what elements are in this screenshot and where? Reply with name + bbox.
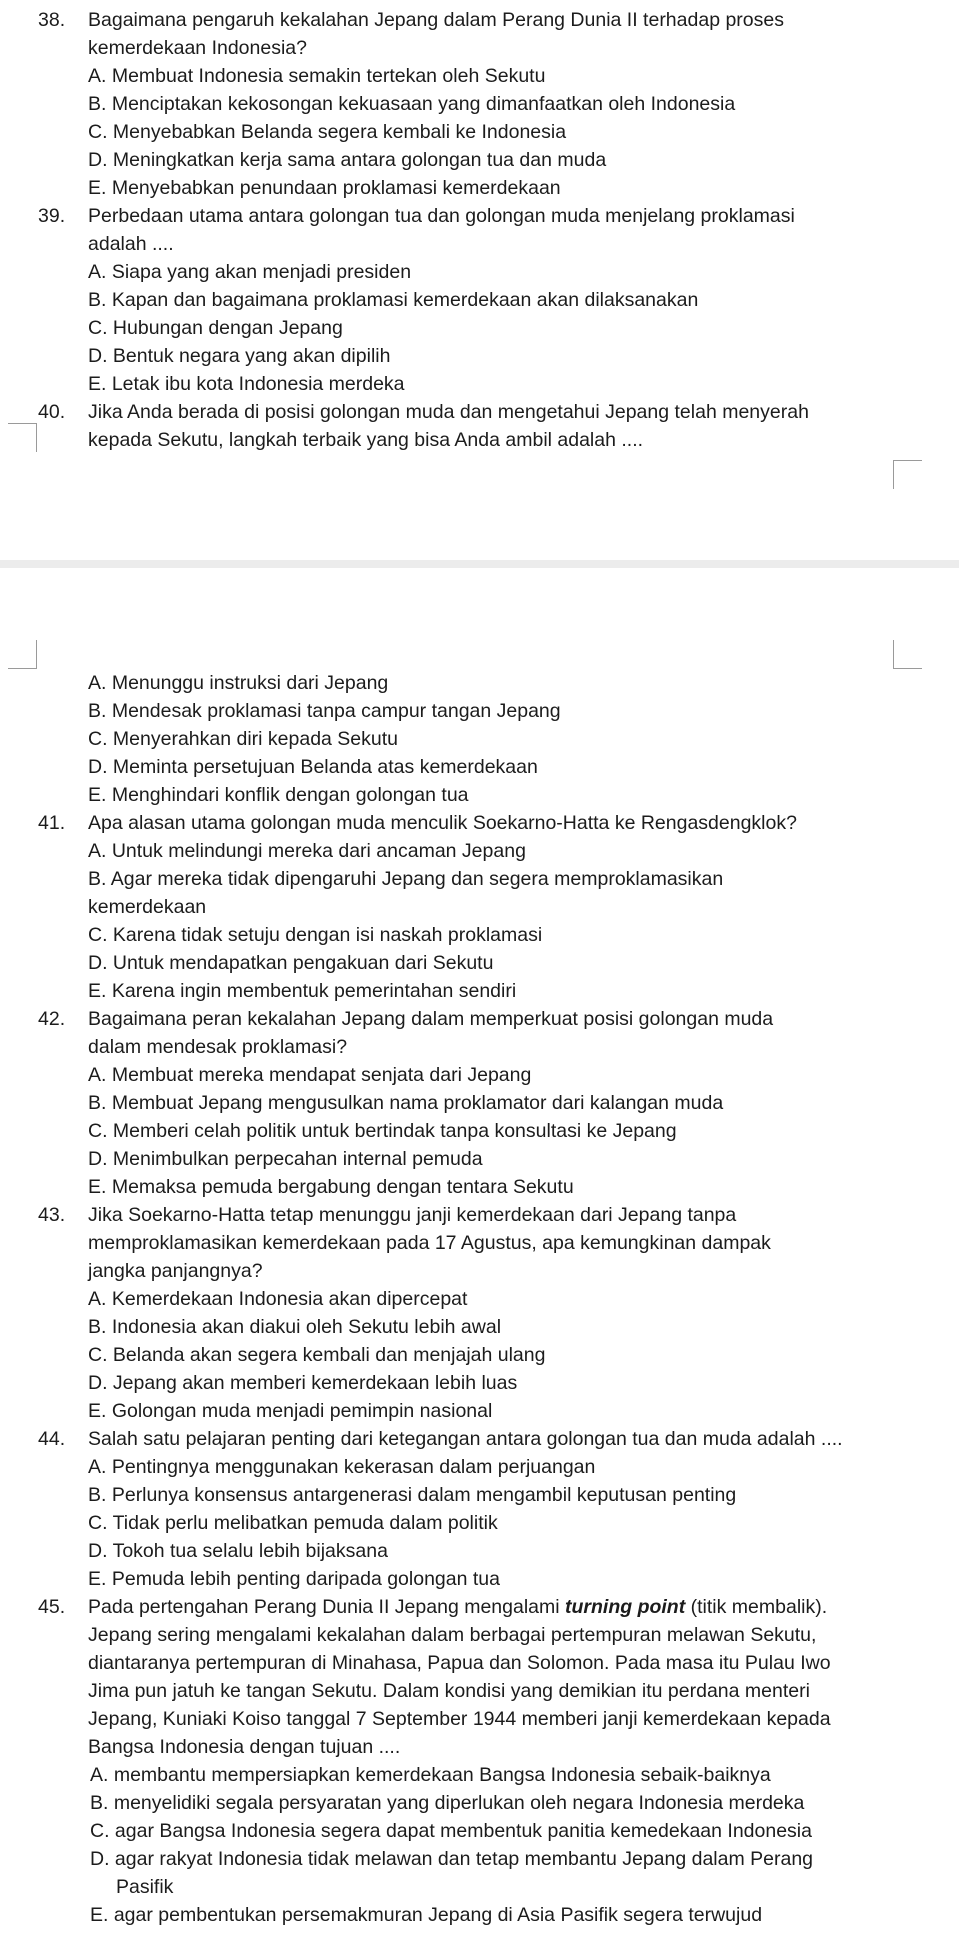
question-39-option-c: C. Hubungan dengan Jepang	[88, 317, 343, 339]
question-42-stem: dalam mendesak proklamasi?	[88, 1036, 348, 1058]
scan-frame-corner-bottom-right	[893, 640, 922, 669]
question-43-stem: memproklamasikan kemerdekaan pada 17 Agustus, apa kemungkinan dampak	[88, 1232, 771, 1254]
question-39-stem: Perbedaan utama antara golongan tua dan golongan muda menjelang proklamasi	[88, 205, 795, 227]
question-45-stem-post: (titik membalik).	[685, 1596, 828, 1618]
question-43-option-b: B. Indonesia akan diakui oleh Sekutu lebih awal	[88, 1316, 502, 1338]
question-42-stem: Bagaimana peran kekalahan Jepang dalam memperkuat posisi golongan muda	[88, 1008, 774, 1030]
question-38-option-d: D. Meningkatkan kerja sama antara golongan tua dan muda	[88, 149, 607, 171]
question-39-option-e: E. Letak ibu kota Indonesia merdeka	[88, 373, 405, 395]
question-41-option-c: C. Karena tidak setuju dengan isi naskah proklamasi	[88, 924, 543, 946]
question-39-option-b: B. Kapan dan bagaimana proklamasi kemerdekaan akan dilaksanakan	[88, 289, 699, 311]
question-42-option-b: B. Membuat Jepang mengusulkan nama proklamator dari kalangan muda	[88, 1092, 724, 1114]
question-45-stem: Jima pun jatuh ke tangan Sekutu. Dalam kondisi yang demikian itu perdana menteri	[88, 1680, 810, 1702]
question-45-stem: Jepang sering mengalami kekalahan dalam berbagai pertempuran melawan Sekutu,	[88, 1624, 817, 1646]
question-43-number: 43.	[38, 1204, 66, 1226]
question-42-option-a: A. Membuat mereka mendapat senjata dari Jepang	[88, 1064, 532, 1086]
question-41-option-b-continued: kemerdekaan	[88, 896, 207, 918]
question-45-stem: Bangsa Indonesia dengan tujuan ....	[88, 1736, 401, 1758]
question-45-option-a: A. membantu mempersiapkan kemerdekaan Bangsa Indonesia sebaik-baiknya	[90, 1764, 771, 1786]
question-45-stem: diantaranya pertempuran di Minahasa, Papua dan Solomon. Pada masa itu Pulau Iwo	[88, 1652, 831, 1674]
question-43-stem: jangka panjangnya?	[88, 1260, 263, 1282]
question-43-option-e: E. Golongan muda menjadi pemimpin nasional	[88, 1400, 493, 1422]
question-44-option-b: B. Perlunya konsensus antargenerasi dalam mengambil keputusan penting	[88, 1484, 737, 1506]
question-43-option-d: D. Jepang akan memberi kemerdekaan lebih luas	[88, 1372, 518, 1394]
question-41-stem: Apa alasan utama golongan muda menculik Soekarno-Hatta ke Rengasdengklok?	[88, 812, 797, 834]
question-41-number: 41.	[38, 812, 66, 834]
question-44-option-a: A. Pentingnya menggunakan kekerasan dalam perjuangan	[88, 1456, 596, 1478]
question-44-stem: Salah satu pelajaran penting dari ketegangan antara golongan tua dan muda adalah ....	[88, 1428, 843, 1450]
scan-frame-corner-top-right	[893, 460, 922, 489]
question-40-option-e: E. Menghindari konflik dengan golongan tua	[88, 784, 469, 806]
question-40-stem: kepada Sekutu, langkah terbaik yang bisa Anda ambil adalah ....	[88, 429, 644, 451]
question-42-option-c: C. Memberi celah politik untuk bertindak tanpa konsultasi ke Jepang	[88, 1120, 677, 1142]
question-40-option-d: D. Meminta persetujuan Belanda atas kemerdekaan	[88, 756, 538, 778]
scan-frame-corner-bottom-left	[8, 640, 37, 669]
question-40-option-a: A. Menunggu instruksi dari Jepang	[88, 672, 389, 694]
question-40-option-b: B. Mendesak proklamasi tanpa campur tangan Jepang	[88, 700, 561, 722]
page-separator	[0, 560, 959, 568]
scan-frame-corner-top-left	[8, 423, 37, 452]
question-38-number: 38.	[38, 9, 66, 31]
question-38-stem: kemerdekaan Indonesia?	[88, 37, 307, 59]
question-40-stem: Jika Anda berada di posisi golongan muda dan mengetahui Jepang telah menyerah	[88, 401, 809, 423]
question-44-option-e: E. Pemuda lebih penting daripada golongan tua	[88, 1568, 500, 1590]
question-44-number: 44.	[38, 1428, 66, 1450]
question-38-option-e: E. Menyebabkan penundaan proklamasi kemerdekaan	[88, 177, 561, 199]
question-43-option-a: A. Kemerdekaan Indonesia akan dipercepat	[88, 1288, 468, 1310]
question-39-option-a: A. Siapa yang akan menjadi presiden	[88, 261, 412, 283]
question-45-option-c: C. agar Bangsa Indonesia segera dapat membentuk panitia kemedekaan Indonesia	[90, 1820, 812, 1842]
question-40-option-c: C. Menyerahkan diri kepada Sekutu	[88, 728, 399, 750]
question-39-number: 39.	[38, 205, 66, 227]
question-45-stem-first-line	[88, 1595, 827, 1619]
question-44-option-c: C. Tidak perlu melibatkan pemuda dalam politik	[88, 1512, 498, 1534]
question-38-option-c: C. Menyebabkan Belanda segera kembali ke Indonesia	[88, 121, 567, 143]
question-42-number: 42.	[38, 1008, 66, 1030]
question-38-option-b: B. Menciptakan kekosongan kekuasaan yang dimanfaatkan oleh Indonesia	[88, 93, 736, 115]
question-41-option-a: A. Untuk melindungi mereka dari ancaman Jepang	[88, 840, 526, 862]
question-42-option-e: E. Memaksa pemuda bergabung dengan tentara Sekutu	[88, 1176, 574, 1198]
question-45-option-e: E. agar pembentukan persemakmuran Jepang di Asia Pasifik segera terwujud	[90, 1904, 763, 1926]
question-38-option-a: A. Membuat Indonesia semakin tertekan oleh Sekutu	[88, 65, 546, 87]
question-43-option-c: C. Belanda akan segera kembali dan menjajah ulang	[88, 1344, 546, 1366]
question-44-option-d: D. Tokoh tua selalu lebih bijaksana	[88, 1540, 388, 1562]
question-38-stem: Bagaimana pengaruh kekalahan Jepang dalam Perang Dunia II terhadap proses	[88, 9, 784, 31]
question-43-stem: Jika Soekarno-Hatta tetap menunggu janji kemerdekaan dari Jepang tanpa	[88, 1204, 737, 1226]
question-45-number: 45.	[38, 1596, 66, 1618]
question-39-stem: adalah ....	[88, 233, 174, 255]
question-45-stem-pre: Pada pertengahan Perang Dunia II Jepang mengalami	[88, 1596, 565, 1618]
question-40-number: 40.	[38, 401, 66, 423]
question-41-option-b: B. Agar mereka tidak dipengaruhi Jepang dan segera memproklamasikan	[88, 868, 724, 890]
question-45-stem: Jepang, Kuniaki Koiso tanggal 7 September 1944 memberi janji kemerdekaan kepada	[88, 1708, 831, 1730]
question-45-stem-emphasis: turning point	[565, 1596, 686, 1618]
question-45-option-d: D. agar rakyat Indonesia tidak melawan dan tetap membantu Jepang dalam Perang	[90, 1848, 814, 1870]
question-39-option-d: D. Bentuk negara yang akan dipilih	[88, 345, 391, 367]
question-42-option-d: D. Menimbulkan perpecahan internal pemuda	[88, 1148, 483, 1170]
question-41-option-d: D. Untuk mendapatkan pengakuan dari Sekutu	[88, 952, 494, 974]
question-45-option-b: B. menyelidiki segala persyaratan yang diperlukan oleh negara Indonesia merdeka	[90, 1792, 805, 1814]
question-45-option-d-continued: Pasifik	[116, 1876, 174, 1898]
question-41-option-e: E. Karena ingin membentuk pemerintahan sendiri	[88, 980, 517, 1002]
